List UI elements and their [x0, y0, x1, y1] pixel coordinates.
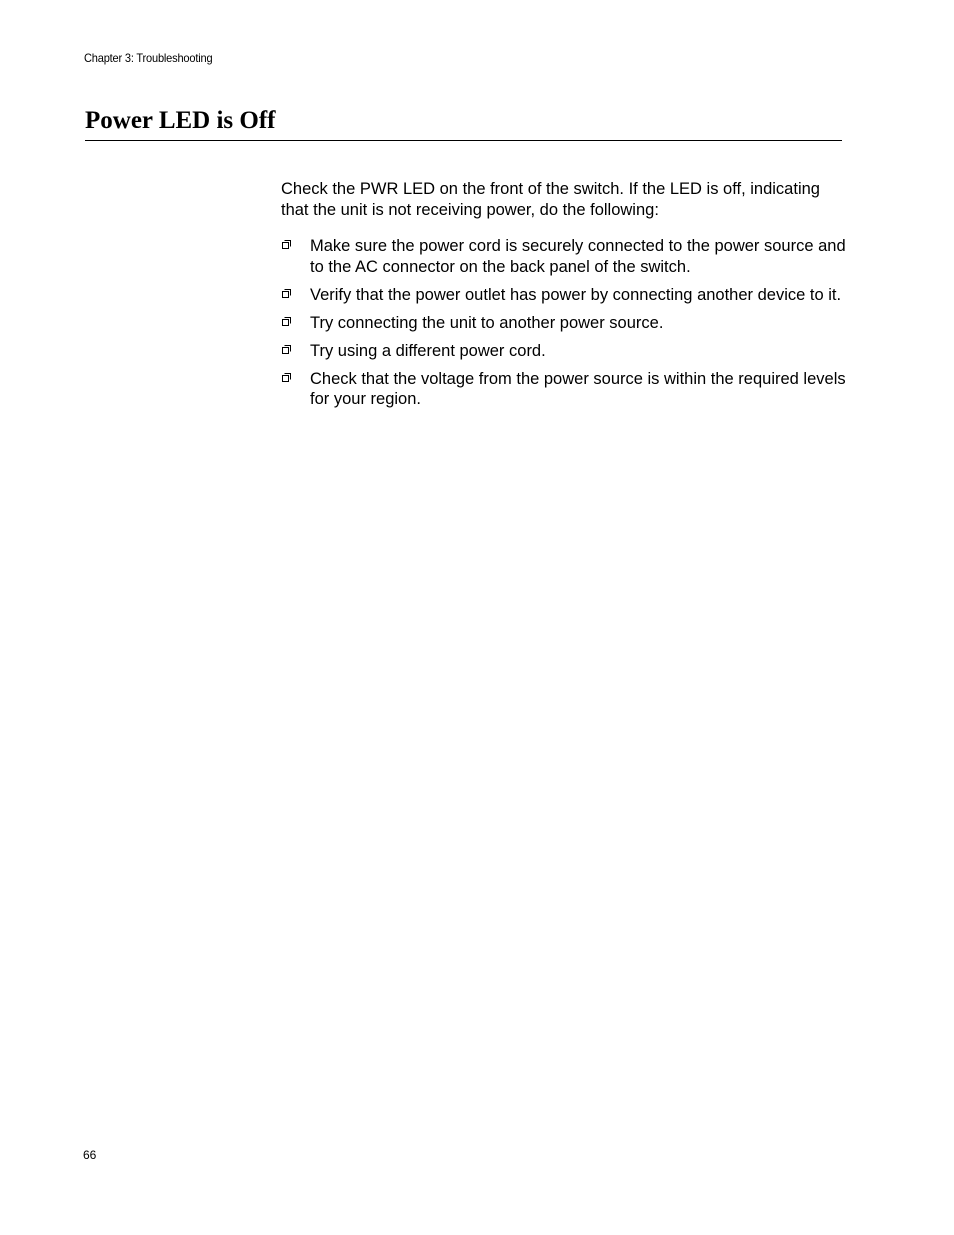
list-item-text: Try connecting the unit to another power source.	[310, 313, 664, 332]
open-square-bullet-icon	[282, 289, 291, 298]
running-header: Chapter 3: Troubleshooting	[84, 51, 213, 65]
troubleshooting-steps-list	[281, 236, 846, 417]
open-square-bullet-icon	[282, 240, 291, 249]
list-item	[281, 313, 846, 334]
list-item	[281, 341, 846, 362]
page-number: 66	[83, 1148, 97, 1162]
intro-paragraph: Check the PWR LED on the front of the switch. If the LED is off, indicating that the unit is not receiving power, do the following:	[281, 180, 820, 219]
title-divider	[85, 140, 842, 141]
list-item-text: Try using a different power cord.	[310, 341, 546, 360]
list-item	[281, 369, 846, 410]
open-square-bullet-icon	[282, 373, 291, 382]
list-item	[281, 236, 846, 277]
open-square-bullet-icon	[282, 345, 291, 354]
list-item	[281, 285, 846, 306]
list-item-text: Verify that the power outlet has power by connecting another device to it.	[310, 285, 842, 304]
section-title: Power LED is Off	[85, 107, 276, 134]
list-item-text: Check that the voltage from the power source is within the required levels for your region.	[310, 369, 846, 408]
list-item-text: Make sure the power cord is securely connected to the power source and to the AC connector on the back panel of the switch.	[310, 237, 846, 276]
open-square-bullet-icon	[282, 317, 291, 326]
